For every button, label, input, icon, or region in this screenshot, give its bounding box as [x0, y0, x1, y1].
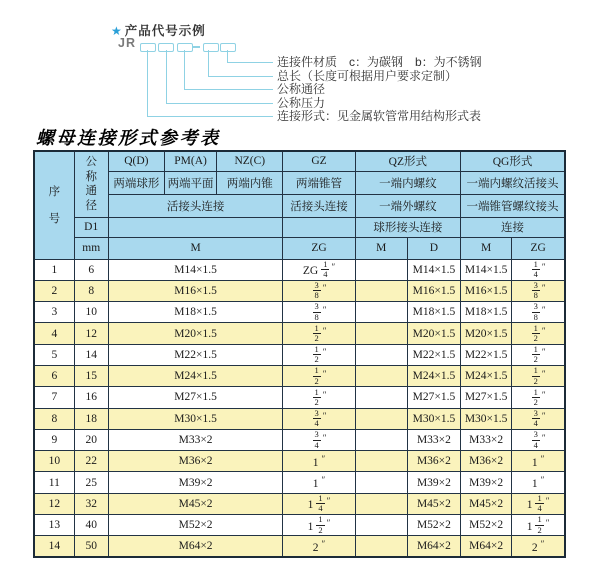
col-header-zg: ZG — [283, 237, 355, 259]
cell-m: M18×1.5 — [108, 302, 283, 323]
cell-qz-d: M64×2 — [407, 536, 460, 557]
cell-gz: 1 $\frac{1}{2}$ ″ — [283, 515, 355, 536]
col-header-nzc: NZ(C) — [217, 151, 283, 171]
table-title: 螺母连接形式参考表 — [36, 128, 221, 148]
cell-qg-m: M20×1.5 — [461, 323, 512, 344]
cell-qz-d: M27×1.5 — [407, 387, 460, 408]
cell-seq: 3 — [34, 302, 74, 323]
cell-qg-m: M27×1.5 — [461, 387, 512, 408]
cell-gz: $\frac{1}{2}$ ″ — [283, 344, 355, 365]
cell-qg-zg: $\frac{3}{8}$ ″ — [512, 280, 565, 301]
col-header-qg: QG形式 — [461, 151, 565, 171]
cell-seq: 8 — [34, 408, 74, 429]
code-prefix: JR — [118, 36, 136, 50]
cell-qz-m — [355, 429, 407, 450]
cell-qg-zg: 2 ″ — [512, 536, 565, 557]
subheader-qd-ends: 两端球形 — [108, 171, 164, 194]
col-header-unit: mm — [74, 237, 108, 259]
cell-dn: 10 — [74, 302, 108, 323]
cell-qz-m — [355, 302, 407, 323]
cell-gz: $\frac{1}{2}$ ″ — [283, 323, 355, 344]
col-header-qz: QZ形式 — [355, 151, 460, 171]
subheader-union-connection: 活接头连接 — [108, 194, 283, 217]
cell-qz-m — [355, 451, 407, 472]
cell-qg-zg: 1 ″ — [512, 472, 565, 493]
connector-line — [147, 50, 148, 116]
subheader-qg-connection: 连接 — [461, 217, 565, 237]
table-body — [34, 259, 565, 557]
col-header-dn: 公 称 通 径 — [74, 151, 108, 217]
cell-qz-m — [355, 344, 407, 365]
cell-seq: 9 — [34, 429, 74, 450]
cell-qg-m: M52×2 — [461, 515, 512, 536]
col-header-d1: D1 — [74, 217, 108, 237]
cell-qg-zg: 1 ″ — [512, 451, 565, 472]
cell-dn: 8 — [74, 280, 108, 301]
cell-qg-m: M24×1.5 — [461, 365, 512, 386]
star-icon: ★ — [111, 24, 123, 38]
cell-qz-m — [355, 515, 407, 536]
table-row — [34, 259, 565, 280]
cell-dn: 22 — [74, 451, 108, 472]
cell-gz: 2 ″ — [283, 536, 355, 557]
cell-qg-zg: 1 $\frac{1}{2}$ ″ — [512, 515, 565, 536]
cell-m: M39×2 — [108, 472, 283, 493]
cell-m: M14×1.5 — [108, 259, 283, 280]
cell-qg-m: M64×2 — [461, 536, 512, 557]
code-box-4 — [203, 43, 219, 52]
cell-dn: 25 — [74, 472, 108, 493]
subheader-qz-external: 一端外螺纹 — [355, 194, 460, 217]
cell-qz-d: M14×1.5 — [407, 259, 460, 280]
table-row — [34, 493, 565, 514]
cell-seq: 14 — [34, 536, 74, 557]
cell-qg-m: M22×1.5 — [461, 344, 512, 365]
subheader-qz-ball-joint: 球形接头连接 — [355, 217, 460, 237]
legend-label-connection: 连接形式：见金属软管常用结构形式表 — [277, 109, 482, 123]
reference-table — [33, 150, 566, 558]
cell-qg-m: M30×1.5 — [461, 408, 512, 429]
cell-qz-d: M24×1.5 — [407, 365, 460, 386]
table-row — [34, 365, 565, 386]
cell-qz-d: M20×1.5 — [407, 323, 460, 344]
subheader-nzc-ends: 两端内锥 — [217, 171, 283, 194]
cell-m: M30×1.5 — [108, 408, 283, 429]
cell-qg-m: M14×1.5 — [461, 259, 512, 280]
legend-label-material: 连接件材质 c：为碳钢 b：为不锈钢 — [277, 55, 482, 69]
cell-qg-m: M45×2 — [461, 493, 512, 514]
cell-gz: 1 $\frac{1}{4}$ ″ — [283, 493, 355, 514]
cell-m: M22×1.5 — [108, 344, 283, 365]
cell-m: M16×1.5 — [108, 280, 283, 301]
legend-label-diameter: 公称通径 — [277, 82, 326, 96]
cell-seq: 6 — [34, 365, 74, 386]
cell-qg-zg: $\frac{1}{2}$ ″ — [512, 323, 565, 344]
header-blank-cell — [108, 217, 283, 237]
cell-dn: 14 — [74, 344, 108, 365]
cell-qz-d: M16×1.5 — [407, 280, 460, 301]
cell-gz: $\frac{3}{8}$ ″ — [283, 302, 355, 323]
cell-seq: 1 — [34, 259, 74, 280]
connector-line — [147, 116, 273, 117]
code-separator-dash — [193, 46, 200, 48]
subheader-qg-taper: 一端锥管螺纹接头 — [461, 194, 565, 217]
table-row — [34, 408, 565, 429]
cell-gz: $\frac{3}{8}$ ″ — [283, 280, 355, 301]
table-row — [34, 302, 565, 323]
cell-qg-m: M33×2 — [461, 429, 512, 450]
table-row — [34, 451, 565, 472]
table-row — [34, 429, 565, 450]
cell-qz-d: M36×2 — [407, 451, 460, 472]
cell-gz: ZG $\frac{1}{4}$ ″ — [283, 259, 355, 280]
code-box-1 — [140, 43, 156, 52]
code-box-5 — [220, 43, 236, 52]
cell-qg-zg: $\frac{3}{4}$ ″ — [512, 408, 565, 429]
cell-qg-m: M18×1.5 — [461, 302, 512, 323]
cell-seq: 12 — [34, 493, 74, 514]
cell-qz-d: M30×1.5 — [407, 408, 460, 429]
legend-label-length: 总长（长度可根据用户要求定制） — [277, 69, 458, 83]
cell-dn: 18 — [74, 408, 108, 429]
cell-seq: 10 — [34, 451, 74, 472]
table-row — [34, 344, 565, 365]
cell-dn: 12 — [74, 323, 108, 344]
cell-gz: $\frac{3}{4}$ ″ — [283, 408, 355, 429]
cell-dn: 50 — [74, 536, 108, 557]
table-row — [34, 387, 565, 408]
cell-qg-zg: $\frac{1}{2}$ ″ — [512, 344, 565, 365]
cell-qg-zg: $\frac{1}{4}$ ″ — [512, 259, 565, 280]
cell-dn: 15 — [74, 365, 108, 386]
cell-qg-m: M16×1.5 — [461, 280, 512, 301]
cell-m: M52×2 — [108, 515, 283, 536]
connector-line — [184, 89, 273, 90]
subheader-qz-thread: 一端内螺纹 — [355, 171, 460, 194]
cell-m: M24×1.5 — [108, 365, 283, 386]
cell-gz: $\frac{3}{4}$ ″ — [283, 429, 355, 450]
legend-heading-text: 产品代号示例 — [124, 24, 206, 38]
cell-m: M20×1.5 — [108, 323, 283, 344]
cell-dn: 32 — [74, 493, 108, 514]
connector-line — [208, 50, 209, 76]
subheader-gz-ends: 两端锥管 — [283, 171, 355, 194]
table-row — [34, 536, 565, 557]
cell-seq: 7 — [34, 387, 74, 408]
cell-gz: 1 ″ — [283, 451, 355, 472]
col-header-seq: 序 号 — [34, 151, 74, 259]
col-header-pma: PM(A) — [164, 151, 216, 171]
cell-qz-m — [355, 259, 407, 280]
col-header-qz-d: D — [407, 237, 460, 259]
cell-qg-zg: $\frac{1}{2}$ ″ — [512, 365, 565, 386]
cell-qg-m: M36×2 — [461, 451, 512, 472]
cell-qg-m: M39×2 — [461, 472, 512, 493]
cell-qg-zg: $\frac{3}{8}$ ″ — [512, 302, 565, 323]
cell-qz-m — [355, 387, 407, 408]
cell-qz-m — [355, 536, 407, 557]
cell-dn: 20 — [74, 429, 108, 450]
cell-dn: 40 — [74, 515, 108, 536]
cell-m: M27×1.5 — [108, 387, 283, 408]
table-row — [34, 515, 565, 536]
cell-qg-zg: $\frac{1}{2}$ ″ — [512, 387, 565, 408]
cell-dn: 6 — [74, 259, 108, 280]
cell-qz-d: M33×2 — [407, 429, 460, 450]
connector-line — [227, 50, 228, 62]
table-row — [34, 323, 565, 344]
cell-qz-d: M39×2 — [407, 472, 460, 493]
cell-seq: 5 — [34, 344, 74, 365]
cell-seq: 13 — [34, 515, 74, 536]
cell-qz-d: M18×1.5 — [407, 302, 460, 323]
cell-qg-zg: 1 $\frac{1}{4}$ ″ — [512, 493, 565, 514]
cell-dn: 16 — [74, 387, 108, 408]
cell-qz-m — [355, 408, 407, 429]
subheader-qg-thread: 一端内螺纹活接头 — [461, 171, 565, 194]
connector-line — [208, 76, 273, 77]
cell-m: M45×2 — [108, 493, 283, 514]
col-header-qg-zg: ZG — [512, 237, 565, 259]
cell-m: M36×2 — [108, 451, 283, 472]
cell-qz-m — [355, 323, 407, 344]
cell-qz-m — [355, 472, 407, 493]
subheader-gz-union: 活接头连接 — [283, 194, 355, 217]
connector-line — [227, 62, 273, 63]
cell-qz-d: M45×2 — [407, 493, 460, 514]
table-row — [34, 472, 565, 493]
col-header-qz-m: M — [355, 237, 407, 259]
cell-qz-d: M52×2 — [407, 515, 460, 536]
col-header-qd: Q(D) — [108, 151, 164, 171]
subheader-pma-ends: 两端平面 — [164, 171, 216, 194]
cell-qg-zg: $\frac{3}{4}$ ″ — [512, 429, 565, 450]
cell-m: M64×2 — [108, 536, 283, 557]
cell-seq: 4 — [34, 323, 74, 344]
header-blank-cell — [283, 217, 355, 237]
code-box-3 — [177, 43, 193, 52]
col-header-m: M — [108, 237, 283, 259]
cell-gz: $\frac{1}{2}$ ″ — [283, 365, 355, 386]
cell-gz: 1 ″ — [283, 472, 355, 493]
cell-seq: 11 — [34, 472, 74, 493]
cell-qz-m — [355, 493, 407, 514]
table-row — [34, 280, 565, 301]
cell-qz-d: M22×1.5 — [407, 344, 460, 365]
connector-line — [166, 50, 167, 103]
cell-qz-m — [355, 280, 407, 301]
connector-line — [166, 103, 273, 104]
col-header-gz: GZ — [283, 151, 355, 171]
cell-m: M33×2 — [108, 429, 283, 450]
connector-line — [184, 50, 185, 89]
legend-label-pressure: 公称压力 — [277, 96, 326, 110]
cell-qz-m — [355, 365, 407, 386]
cell-seq: 2 — [34, 280, 74, 301]
cell-gz: $\frac{1}{2}$ ″ — [283, 387, 355, 408]
col-header-qg-m: M — [461, 237, 512, 259]
